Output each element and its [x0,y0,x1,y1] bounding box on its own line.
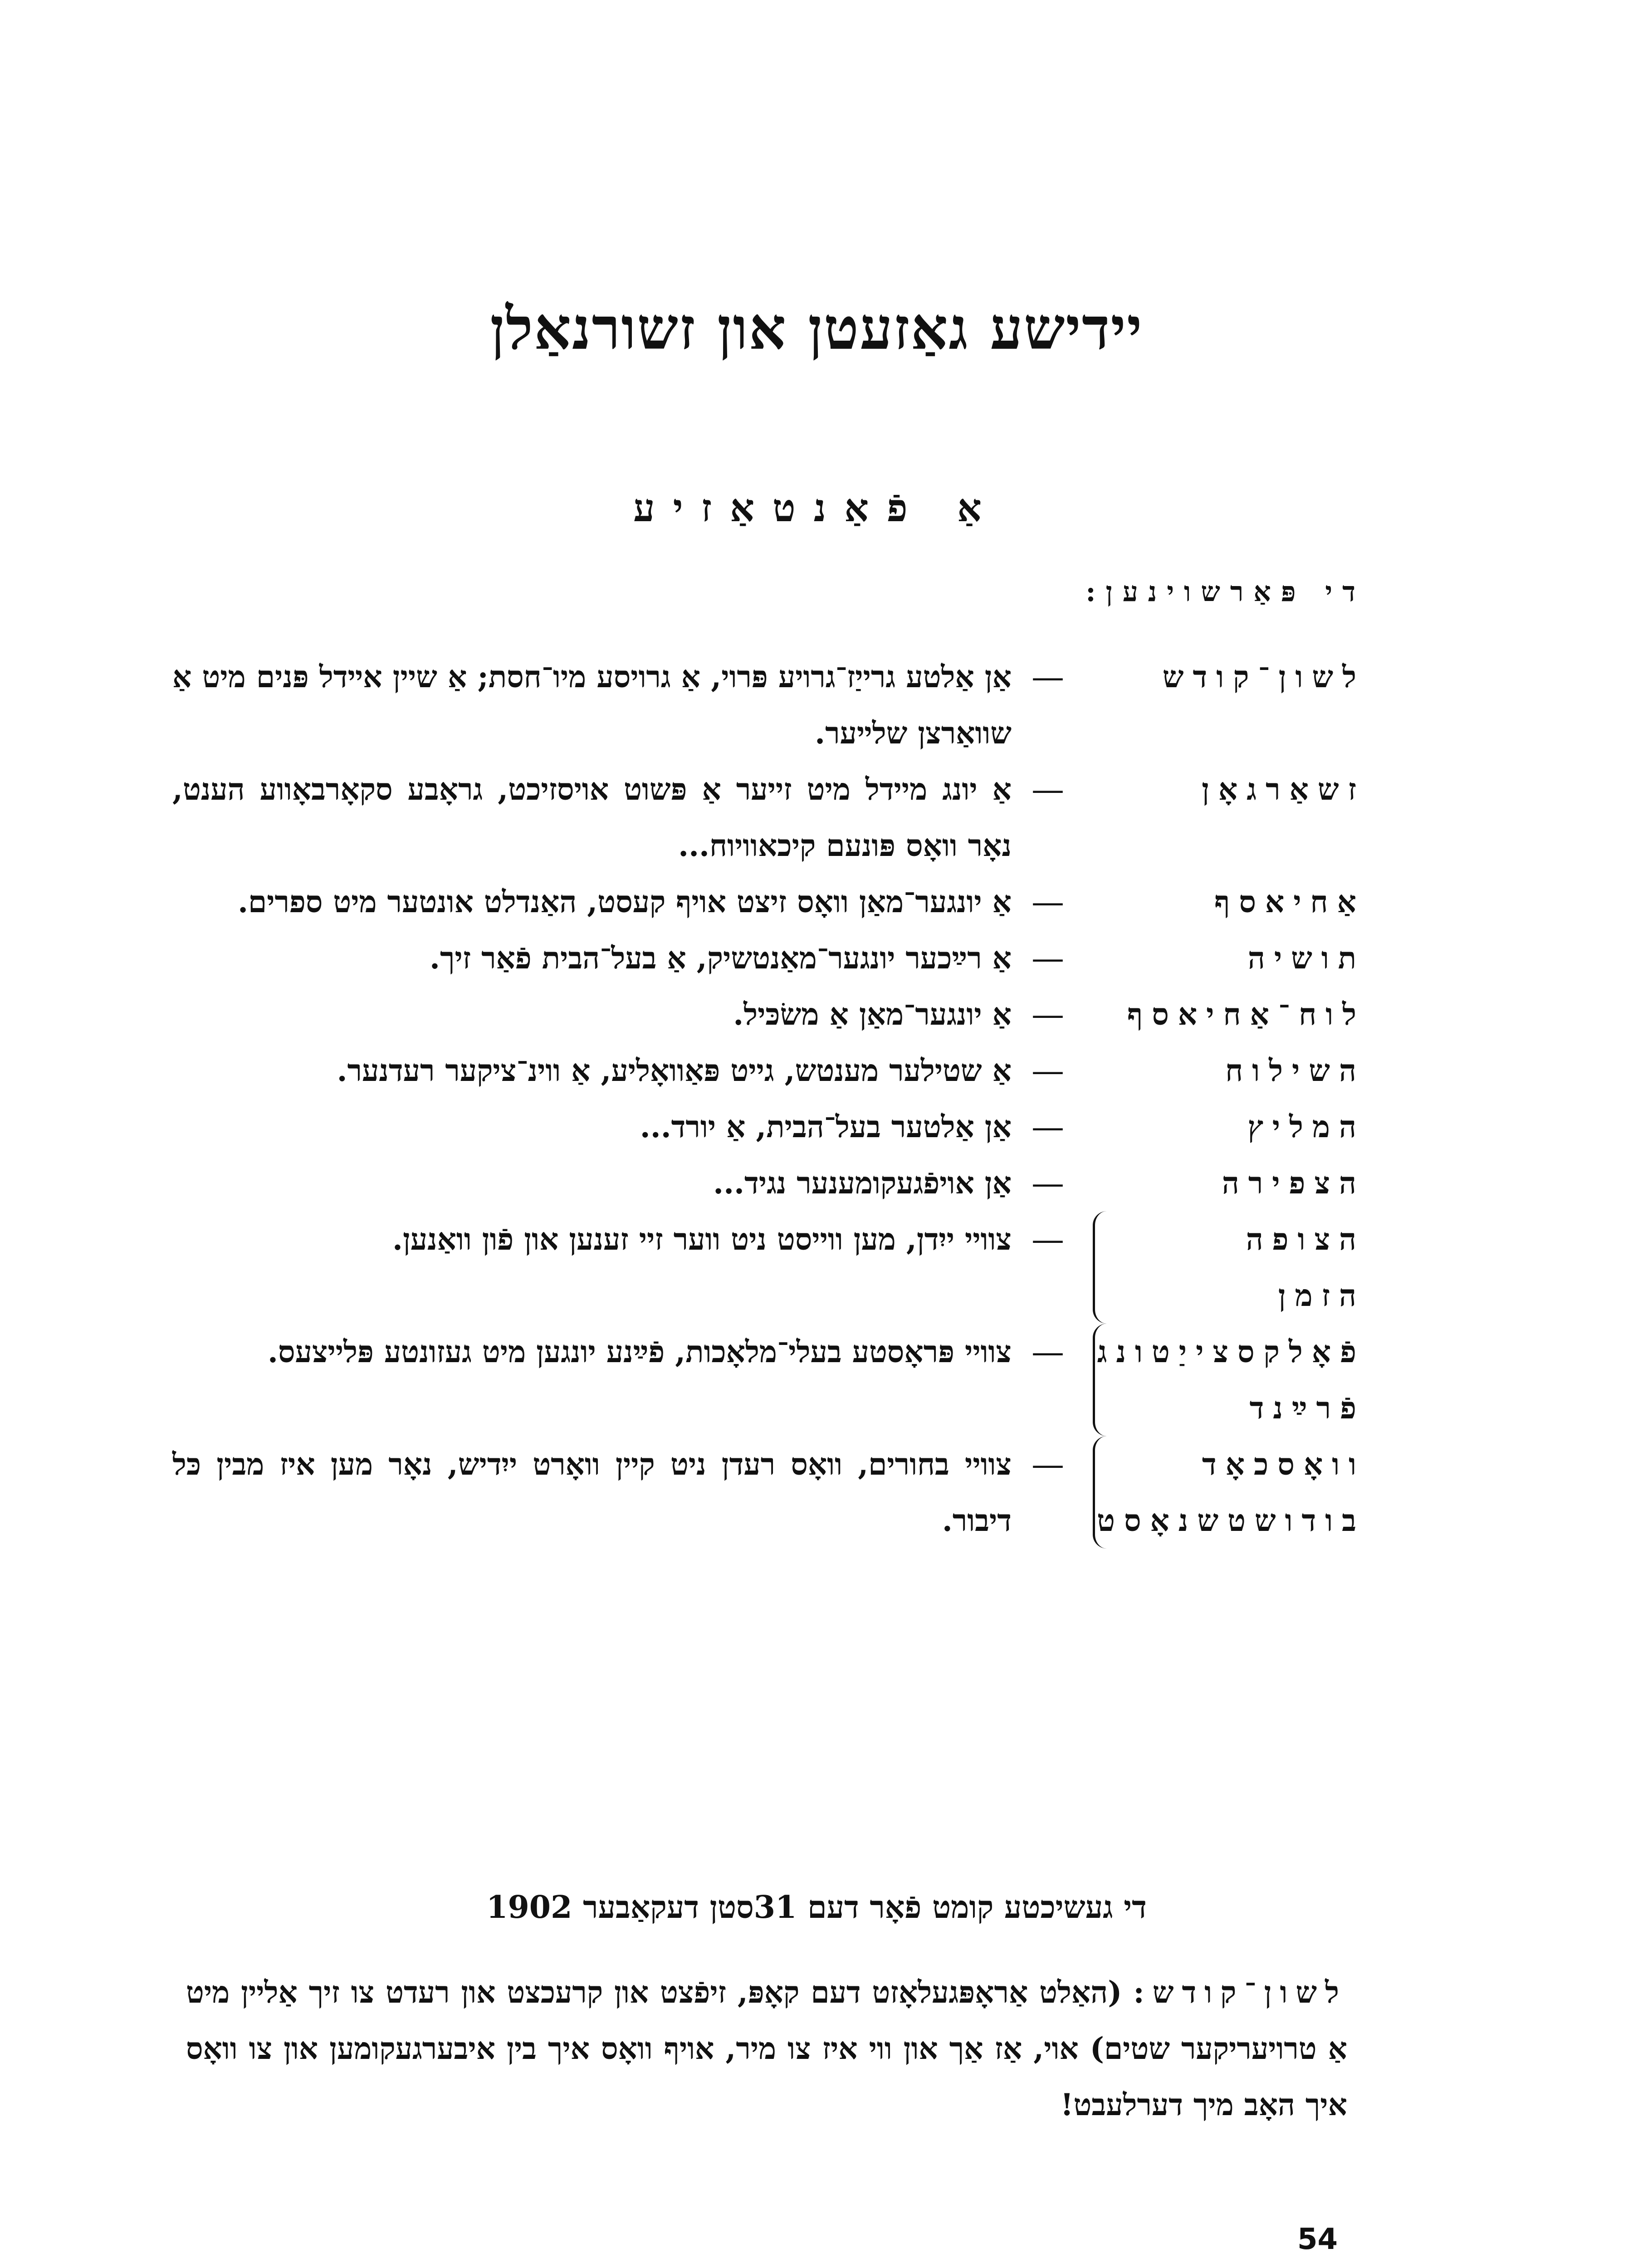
curly-brace [1093,1211,1107,1324]
character-names [1111,1042,1365,1099]
character-names [1111,649,1365,761]
character-name: הזמן [1278,1278,1365,1313]
character-names [1111,874,1365,930]
character-description: אַן אויפֿגעקומענער נגיד... [713,1165,1012,1201]
character-names [1111,761,1365,874]
cast-heading: די פּאַרשוינען: [1085,576,1365,608]
character-name: תושיה [1247,940,1365,976]
em-dash: — [1032,883,1064,921]
speaker-name: לשון־קודש: [1133,1975,1347,2010]
character-names [1097,1324,1365,1436]
character-name: המליץ [1247,1109,1365,1144]
page-subtitle: אַ פֿאַנטאַזיע [633,485,1000,530]
character-name: פֿאָלקסצייַטונג [1097,1334,1365,1369]
brace-column [1084,1436,1111,1549]
curly-brace [1093,1324,1107,1436]
brace-column [1084,1324,1111,1436]
character-description: צוויי פּראָסטע בעלי־מלאָכות, פֿײַנע יונגען מיט געזונטע פּלייצעס. [268,1334,1012,1369]
em-dash: — [1032,995,1064,1033]
character-description: אַ יונגער־מאַן אַ משׂכּיל. [733,997,1012,1032]
brace-column [1084,930,1111,986]
character-names [1111,1155,1365,1211]
character-name: אַחיאסף [1214,884,1365,919]
brace-column [1084,1042,1111,1099]
brace-column [1084,1155,1111,1211]
character-name: לשון־קודש [1162,659,1365,694]
em-dash: — [1032,1164,1064,1202]
page-number: 54 [1297,2223,1338,2256]
cast-row [172,986,1365,1042]
brace-column [1084,986,1111,1042]
cast-row [172,1099,1365,1155]
date-line: די געשיכטע קומט פֿאָר דעם 31סטן דעקאַבער 1902 [486,1889,1147,1926]
cast-list [172,649,1365,1549]
curly-brace [1093,1436,1107,1549]
cast-row [172,1436,1365,1549]
em-dash: — [1032,939,1064,977]
em-dash: — [1032,1445,1064,1483]
body-text: (האַלט אַראָפּגעלאָזט דעם קאָפּ, זיפֿצט און קרעכצט און רעדט צו זיך אַליין מיט אַ טרויעריקער שטים) אוי, אַז אַך און ווי איז צו מיר, אויף וואָס איך בין איבערגעקומען און צו וואָס איך האָב מיך דערלעבט! [186,1975,1347,2122]
cast-row [172,1211,1365,1324]
character-description: אַ יונגער־מאַן וואָס זיצט אויף קעסט, האַנדלט אונטער מיט ספרים. [238,884,1012,919]
character-description: אַ שטילער מענטש, גייט פּאַוואָליע, אַ ווינ־ציקער רעדנער. [337,1053,1012,1088]
character-name: פֿרײַנד [1249,1390,1365,1426]
character-names [1111,986,1365,1042]
page-title: יידישע גאַזעטן און זשורנאַלן [490,295,1143,363]
character-name: השילוח [1225,1053,1365,1088]
brace-column [1084,761,1111,874]
cast-row [172,1324,1365,1436]
cast-row [172,1042,1365,1099]
character-names [1097,1436,1365,1549]
em-dash: — [1032,770,1064,808]
cast-row [172,649,1365,761]
character-names [1111,1099,1365,1155]
character-name: זשאַרגאָן [1202,772,1365,807]
character-description: צוויי ייִדן, מען ווייסט ניט ווער זיי זענען און פֿון וואַנען. [392,1222,1012,1257]
character-names [1111,930,1365,986]
brace-column [1084,874,1111,930]
character-name: בודושטשנאָסט [1097,1503,1365,1538]
character-description: צוויי בחורים, וואָס רעדן ניט קיין וואָרט ייִדיש, נאָר מען איז מבין כּל דיבור. [172,1447,1012,1538]
brace-column [1084,1099,1111,1155]
cast-row [172,761,1365,874]
cast-row [172,874,1365,930]
em-dash: — [1032,1051,1064,1090]
character-name: הצפירה [1222,1165,1365,1201]
character-name: לוח־אַחיאסף [1127,997,1365,1032]
character-description: אַ יונג מיידל מיט זייער אַ פּשוט אויסזיכט, גראָבע סקאָרבאָווע הענט, נאָר וואָס פּונעם קיכאוויוח... [172,772,1012,863]
character-name: וואָסכאָד [1202,1447,1365,1482]
em-dash: — [1032,1220,1064,1258]
character-description: אַן אַלטע גרייַז־גרויע פּרוי, אַ גרויסע מיו־חסת; אַ שיין אײדל פּנים מיט אַ שוואַרצן שלײער. [172,659,1012,751]
brace-column [1084,1211,1111,1324]
em-dash: — [1032,1333,1064,1371]
em-dash: — [1032,1108,1064,1146]
brace-column [1084,649,1111,761]
character-names [1111,1211,1365,1324]
cast-row [172,1155,1365,1211]
em-dash: — [1032,658,1064,696]
character-description: אַ רײַכער יונגער־מאַנטשיק, אַ בעל־הבית פֿאַר זיך. [430,940,1012,976]
cast-row [172,930,1365,986]
character-name: הצופה [1246,1222,1365,1257]
body-paragraph [186,1964,1347,2133]
character-description: אַן אַלטער בעל־הבית, אַ יורד... [640,1109,1012,1144]
